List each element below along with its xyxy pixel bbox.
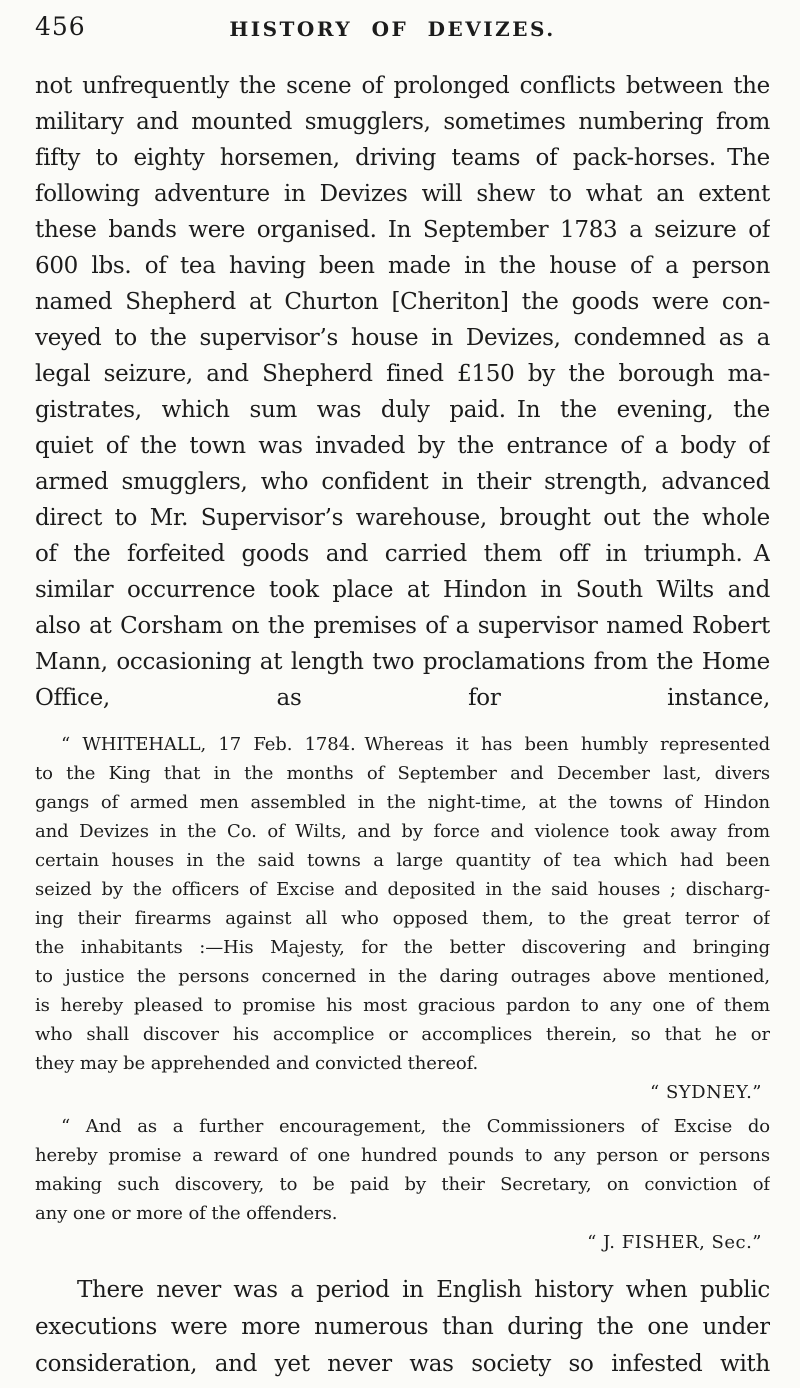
signature-fisher: “ J. FISHER, Sec.” [587,1232,762,1253]
text-line: There never was a period in English history when public [77,1277,770,1303]
text-line: of the forfeited goods and carried them off in triumph. A [35,541,770,567]
text-line: fifty to eighty horsemen, driving teams of pack-horses. The [35,145,770,171]
signature-sydney: “ SYDNEY.” [650,1082,762,1103]
text-line: seized by the officers of Excise and deposited in the said houses ; discharg- [35,879,770,900]
text-line: direct to Mr. Supervisor’s warehouse, brought out the whole [35,505,770,531]
text-line: not unfrequently the scene of prolonged conflicts between the [35,73,770,99]
page-header [35,12,770,46]
text-line: following adventure in Devizes will shew to what an extent [35,181,770,207]
text-line: named Shepherd at Churton [Cheriton] the goods were con- [35,289,770,315]
text-line: Office, as for instance, [35,685,770,711]
text-line: ing their firearms against all who opposed them, to the great terror of [35,908,770,929]
text-line: veyed to the supervisor’s house in Devizes, condemned as a [35,325,770,351]
paragraph-executions [35,1272,770,1383]
text-line: gistrates, which sum was duly paid. In the evening, the [35,397,770,423]
text-line: “ And as a further encouragement, the Commissioners of Excise do [61,1116,770,1137]
text-line: to justice the persons concerned in the daring outrages above mentioned, [35,966,770,987]
text-line: hereby promise a reward of one hundred pounds to any person or persons [35,1145,770,1166]
running-title: HISTORY OF DEVIZES. [229,17,556,41]
text-line: any one or more of the offenders. [35,1203,338,1224]
text-line: executions were more numerous than during the one under [35,1314,770,1340]
text-line: also at Corsham on the premises of a supervisor named Robert [35,613,770,639]
proclamation-excise-reward [35,1112,770,1228]
text-line: legal seizure, and Shepherd fined £150 by the borough ma- [35,361,770,387]
text-line: consideration, and yet never was society so infested with [35,1351,770,1377]
text-line: armed smugglers, who confident in their strength, advanced [35,469,770,495]
text-line: and Devizes in the Co. of Wilts, and by force and violence took away from [35,821,770,842]
page-number: 456 [35,12,86,41]
text-line: they may be apprehended and convicted thereof. [35,1053,479,1074]
text-line: making such discovery, to be paid by their Secretary, on conviction of [35,1174,770,1195]
text-line: to the King that in the months of September and December last, divers [35,763,770,784]
text-line: military and mounted smugglers, sometimes numbering from [35,109,770,135]
text-line: gangs of armed men assembled in the night-time, at the towns of Hindon [35,792,770,813]
text-line: quiet of the town was invaded by the entrance of a body of [35,433,770,459]
text-line: Mann, occasioning at length two proclamations from the Home [35,649,770,675]
proclamation-whitehall [35,730,770,1078]
text-line: the inhabitants :—His Majesty, for the better discovering and bringing [35,937,770,958]
text-line: who shall discover his accomplice or accomplices therein, so that he or [35,1024,770,1045]
text-line: these bands were organised. In September 1783 a seizure of [35,217,770,243]
text-line: certain houses in the said towns a large quantity of tea which had been [35,850,770,871]
text-line: “ WHITEHALL, 17 Feb. 1784. Whereas it has been humbly represented [61,734,770,755]
text-line: 600 lbs. of tea having been made in the house of a person [35,253,770,279]
text-line: is hereby pleased to promise his most gracious pardon to any one of them [35,995,770,1016]
text-line: similar occurrence took place at Hindon in South Wilts and [35,577,770,603]
paragraph-smugglers [35,68,770,716]
